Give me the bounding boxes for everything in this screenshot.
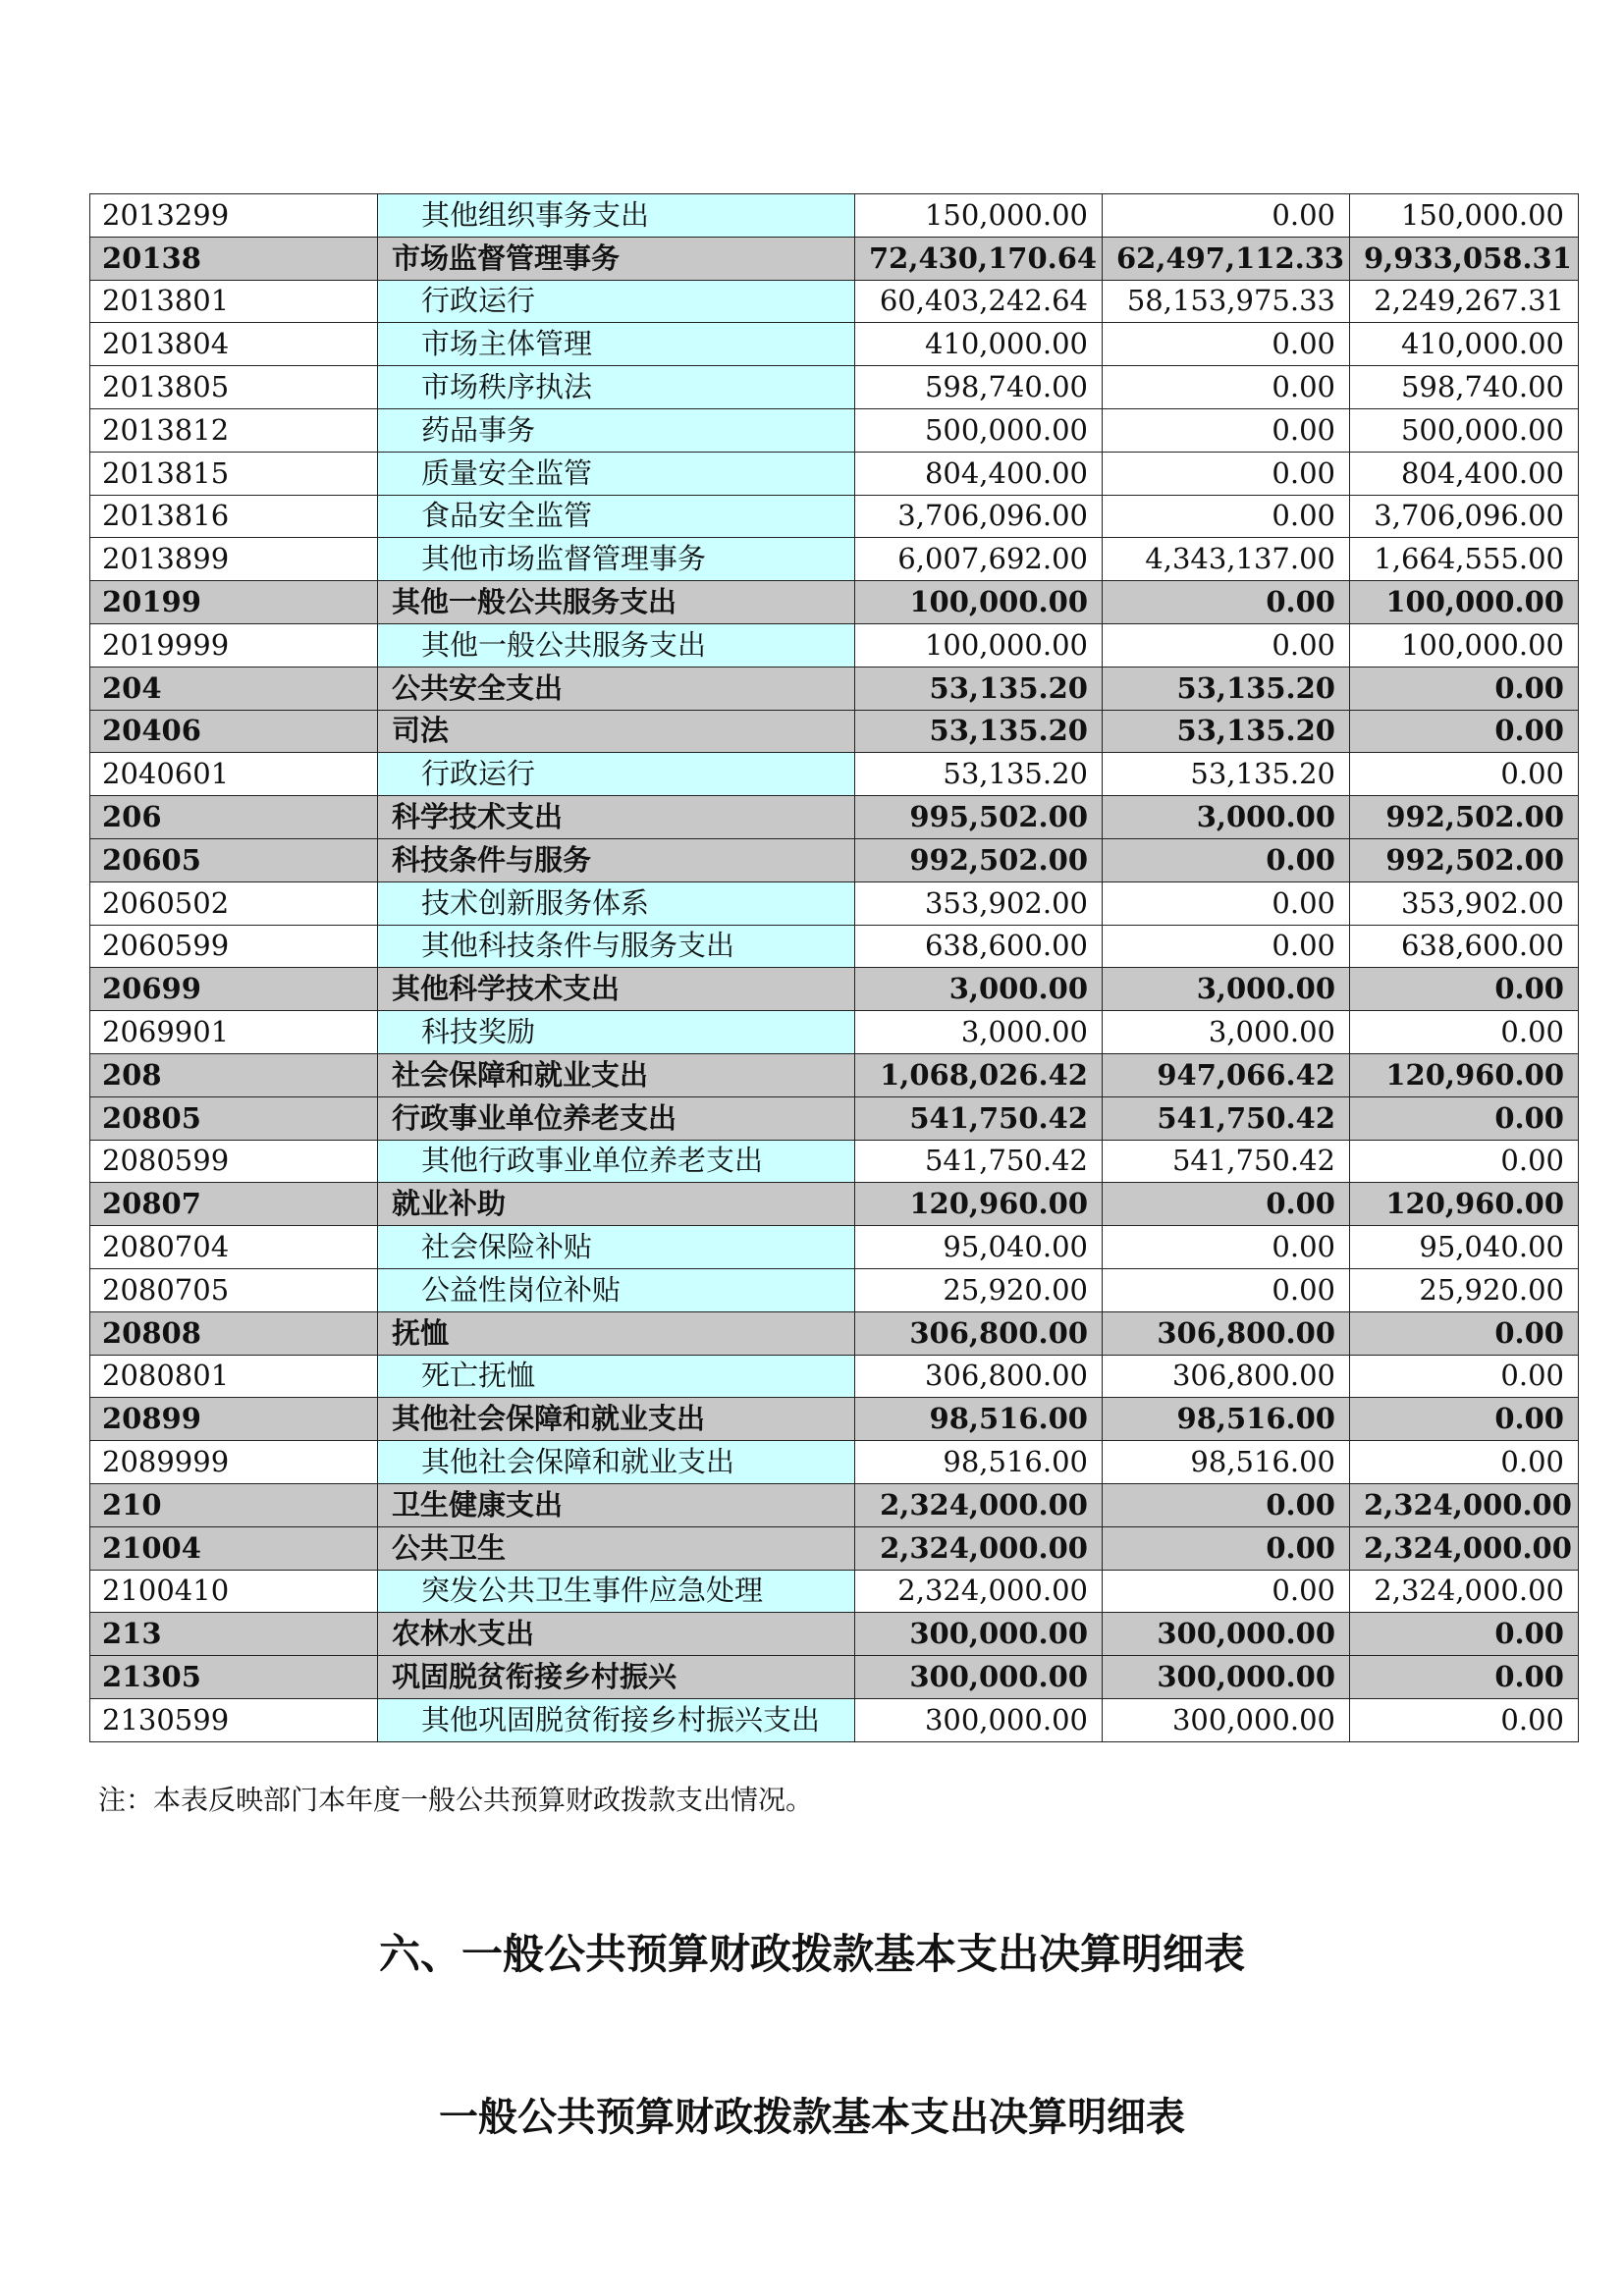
basic-expenditure-cell: 0.00 (1103, 1183, 1350, 1226)
basic-expenditure-cell: 98,516.00 (1103, 1398, 1350, 1441)
subject-name-cell: 就业补助 (378, 1183, 855, 1226)
subject-name-cell: 社会保险补贴 (378, 1226, 855, 1269)
project-expenditure-cell: 0.00 (1350, 1656, 1579, 1699)
basic-expenditure-cell: 541,750.42 (1103, 1096, 1350, 1140)
subject-name-cell: 行政事业单位养老支出 (378, 1096, 855, 1140)
basic-expenditure-cell: 53,135.20 (1103, 710, 1350, 753)
subject-code-cell: 2013299 (90, 194, 378, 238)
basic-expenditure-cell: 947,066.42 (1103, 1053, 1350, 1096)
subject-name-cell: 巩固脱贫衔接乡村振兴 (378, 1656, 855, 1699)
total-amount-cell: 60,403,242.64 (855, 280, 1103, 323)
basic-expenditure-cell: 98,516.00 (1103, 1441, 1350, 1484)
table-row (90, 1268, 1579, 1311)
subject-code-cell: 2013816 (90, 495, 378, 538)
table-row (90, 1011, 1579, 1054)
subject-name-cell: 行政运行 (378, 753, 855, 796)
subject-name-cell: 科技奖励 (378, 1011, 855, 1054)
project-expenditure-cell: 500,000.00 (1350, 408, 1579, 452)
table-row (90, 1226, 1579, 1269)
project-expenditure-cell: 100,000.00 (1350, 581, 1579, 624)
table-note: 注：本表反映部门本年度一般公共预算财政拨款支出情况。 (98, 1784, 814, 1816)
total-amount-cell: 1,068,026.42 (855, 1053, 1103, 1096)
summary-row (90, 1398, 1579, 1441)
subject-name-cell: 市场监督管理事务 (378, 237, 855, 280)
subject-name-cell: 卫生健康支出 (378, 1483, 855, 1526)
total-amount-cell: 300,000.00 (855, 1698, 1103, 1741)
subject-code-cell: 2080705 (90, 1268, 378, 1311)
project-expenditure-cell: 1,664,555.00 (1350, 538, 1579, 581)
table-row (90, 1140, 1579, 1183)
basic-expenditure-cell: 3,000.00 (1103, 796, 1350, 839)
subject-name-cell: 其他一般公共服务支出 (378, 581, 855, 624)
project-expenditure-cell: 2,249,267.31 (1350, 280, 1579, 323)
project-expenditure-cell: 120,960.00 (1350, 1053, 1579, 1096)
subject-code-cell: 21004 (90, 1526, 378, 1570)
subject-code-cell: 21305 (90, 1656, 378, 1699)
summary-row (90, 1311, 1579, 1355)
total-amount-cell: 53,135.20 (855, 667, 1103, 710)
project-expenditure-cell: 120,960.00 (1350, 1183, 1579, 1226)
subject-name-cell: 其他社会保障和就业支出 (378, 1441, 855, 1484)
subject-code-cell: 2013804 (90, 323, 378, 366)
project-expenditure-cell: 353,902.00 (1350, 881, 1579, 925)
total-amount-cell: 100,000.00 (855, 623, 1103, 667)
subject-name-cell: 其他市场监督管理事务 (378, 538, 855, 581)
subject-name-cell: 农林水支出 (378, 1613, 855, 1656)
project-expenditure-cell: 0.00 (1350, 667, 1579, 710)
summary-row (90, 1656, 1579, 1699)
project-expenditure-cell: 0.00 (1350, 1355, 1579, 1398)
subject-name-cell: 行政运行 (378, 280, 855, 323)
basic-expenditure-cell: 3,000.00 (1103, 1011, 1350, 1054)
basic-expenditure-cell: 0.00 (1103, 408, 1350, 452)
total-amount-cell: 3,706,096.00 (855, 495, 1103, 538)
basic-expenditure-cell: 4,343,137.00 (1103, 538, 1350, 581)
summary-row (90, 710, 1579, 753)
subject-code-cell: 2080801 (90, 1355, 378, 1398)
subject-code-cell: 204 (90, 667, 378, 710)
summary-row (90, 1613, 1579, 1656)
subject-name-cell: 死亡抚恤 (378, 1355, 855, 1398)
table-row (90, 1570, 1579, 1613)
table-row (90, 452, 1579, 495)
table-row (90, 538, 1579, 581)
subject-name-cell: 其他行政事业单位养老支出 (378, 1140, 855, 1183)
table-row (90, 623, 1579, 667)
summary-row (90, 667, 1579, 710)
table-row (90, 1355, 1579, 1398)
subject-code-cell: 210 (90, 1483, 378, 1526)
basic-expenditure-cell: 0.00 (1103, 1268, 1350, 1311)
project-expenditure-cell: 0.00 (1350, 1613, 1579, 1656)
basic-expenditure-cell: 62,497,112.33 (1103, 237, 1350, 280)
basic-expenditure-cell: 0.00 (1103, 1570, 1350, 1613)
subject-code-cell: 2019999 (90, 623, 378, 667)
total-amount-cell: 3,000.00 (855, 1011, 1103, 1054)
summary-row (90, 968, 1579, 1011)
expenditure-table (89, 193, 1579, 1742)
basic-expenditure-cell: 300,000.00 (1103, 1613, 1350, 1656)
basic-expenditure-cell: 58,153,975.33 (1103, 280, 1350, 323)
total-amount-cell: 300,000.00 (855, 1613, 1103, 1656)
subject-name-cell: 技术创新服务体系 (378, 881, 855, 925)
subject-code-cell: 20808 (90, 1311, 378, 1355)
subject-name-cell: 公共安全支出 (378, 667, 855, 710)
project-expenditure-cell: 992,502.00 (1350, 796, 1579, 839)
subject-name-cell: 市场秩序执法 (378, 366, 855, 409)
subject-name-cell: 社会保障和就业支出 (378, 1053, 855, 1096)
subject-code-cell: 20406 (90, 710, 378, 753)
subject-name-cell: 抚恤 (378, 1311, 855, 1355)
basic-expenditure-cell: 0.00 (1103, 194, 1350, 238)
subject-code-cell: 206 (90, 796, 378, 839)
subject-name-cell: 其他社会保障和就业支出 (378, 1398, 855, 1441)
basic-expenditure-cell: 0.00 (1103, 623, 1350, 667)
subject-code-cell: 20138 (90, 237, 378, 280)
subject-name-cell: 市场主体管理 (378, 323, 855, 366)
total-amount-cell: 804,400.00 (855, 452, 1103, 495)
project-expenditure-cell: 0.00 (1350, 1441, 1579, 1484)
table-row (90, 1441, 1579, 1484)
basic-expenditure-cell: 0.00 (1103, 925, 1350, 968)
subject-code-cell: 2100410 (90, 1570, 378, 1613)
total-amount-cell: 306,800.00 (855, 1355, 1103, 1398)
project-expenditure-cell: 0.00 (1350, 710, 1579, 753)
total-amount-cell: 53,135.20 (855, 753, 1103, 796)
subject-name-cell: 质量安全监管 (378, 452, 855, 495)
basic-expenditure-cell: 0.00 (1103, 838, 1350, 881)
project-expenditure-cell: 0.00 (1350, 1398, 1579, 1441)
subject-name-cell: 药品事务 (378, 408, 855, 452)
basic-expenditure-cell: 0.00 (1103, 452, 1350, 495)
subject-code-cell: 2080704 (90, 1226, 378, 1269)
project-expenditure-cell: 638,600.00 (1350, 925, 1579, 968)
basic-expenditure-cell: 0.00 (1103, 1526, 1350, 1570)
subject-code-cell: 2069901 (90, 1011, 378, 1054)
subject-name-cell: 司法 (378, 710, 855, 753)
total-amount-cell: 2,324,000.00 (855, 1526, 1103, 1570)
table-row (90, 323, 1579, 366)
project-expenditure-cell: 804,400.00 (1350, 452, 1579, 495)
subject-code-cell: 20199 (90, 581, 378, 624)
total-amount-cell: 992,502.00 (855, 838, 1103, 881)
subject-code-cell: 2130599 (90, 1698, 378, 1741)
total-amount-cell: 541,750.42 (855, 1140, 1103, 1183)
total-amount-cell: 638,600.00 (855, 925, 1103, 968)
subject-code-cell: 2013801 (90, 280, 378, 323)
project-expenditure-cell: 0.00 (1350, 1011, 1579, 1054)
subject-code-cell: 2060599 (90, 925, 378, 968)
total-amount-cell: 410,000.00 (855, 323, 1103, 366)
subject-name-cell: 公益性岗位补贴 (378, 1268, 855, 1311)
subject-code-cell: 213 (90, 1613, 378, 1656)
total-amount-cell: 541,750.42 (855, 1096, 1103, 1140)
subject-code-cell: 208 (90, 1053, 378, 1096)
table-row (90, 495, 1579, 538)
table-row (90, 925, 1579, 968)
basic-expenditure-cell: 0.00 (1103, 323, 1350, 366)
subject-code-cell: 2013805 (90, 366, 378, 409)
subject-name-cell: 科技条件与服务 (378, 838, 855, 881)
subject-name-cell: 科学技术支出 (378, 796, 855, 839)
project-expenditure-cell: 3,706,096.00 (1350, 495, 1579, 538)
project-expenditure-cell: 2,324,000.00 (1350, 1526, 1579, 1570)
basic-expenditure-cell: 306,800.00 (1103, 1355, 1350, 1398)
subject-code-cell: 20605 (90, 838, 378, 881)
subject-name-cell: 其他科学技术支出 (378, 968, 855, 1011)
basic-expenditure-cell: 0.00 (1103, 1483, 1350, 1526)
subject-name-cell: 其他巩固脱贫衔接乡村振兴支出 (378, 1698, 855, 1741)
expenditure-table-body (90, 194, 1579, 1742)
basic-expenditure-cell: 306,800.00 (1103, 1311, 1350, 1355)
total-amount-cell: 2,324,000.00 (855, 1570, 1103, 1613)
project-expenditure-cell: 95,040.00 (1350, 1226, 1579, 1269)
subject-code-cell: 20807 (90, 1183, 378, 1226)
subject-name-cell: 其他组织事务支出 (378, 194, 855, 238)
project-expenditure-cell: 2,324,000.00 (1350, 1570, 1579, 1613)
summary-row (90, 581, 1579, 624)
total-amount-cell: 25,920.00 (855, 1268, 1103, 1311)
subject-name-cell: 食品安全监管 (378, 495, 855, 538)
project-expenditure-cell: 100,000.00 (1350, 623, 1579, 667)
total-amount-cell: 3,000.00 (855, 968, 1103, 1011)
subject-code-cell: 20699 (90, 968, 378, 1011)
project-expenditure-cell: 0.00 (1350, 1096, 1579, 1140)
summary-row (90, 1183, 1579, 1226)
project-expenditure-cell: 0.00 (1350, 968, 1579, 1011)
table-row (90, 194, 1579, 238)
basic-expenditure-cell: 0.00 (1103, 495, 1350, 538)
basic-expenditure-cell: 3,000.00 (1103, 968, 1350, 1011)
total-amount-cell: 98,516.00 (855, 1441, 1103, 1484)
subject-name-cell: 公共卫生 (378, 1526, 855, 1570)
basic-expenditure-cell: 300,000.00 (1103, 1698, 1350, 1741)
total-amount-cell: 306,800.00 (855, 1311, 1103, 1355)
subject-code-cell: 2089999 (90, 1441, 378, 1484)
table-row (90, 753, 1579, 796)
total-amount-cell: 95,040.00 (855, 1226, 1103, 1269)
table-row (90, 366, 1579, 409)
subject-code-cell: 2080599 (90, 1140, 378, 1183)
table-row (90, 408, 1579, 452)
subject-code-cell: 2013899 (90, 538, 378, 581)
summary-row (90, 1526, 1579, 1570)
basic-expenditure-cell: 0.00 (1103, 881, 1350, 925)
total-amount-cell: 53,135.20 (855, 710, 1103, 753)
project-expenditure-cell: 25,920.00 (1350, 1268, 1579, 1311)
summary-row (90, 1483, 1579, 1526)
subject-name-cell: 其他一般公共服务支出 (378, 623, 855, 667)
project-expenditure-cell: 150,000.00 (1350, 194, 1579, 238)
table-row (90, 881, 1579, 925)
total-amount-cell: 6,007,692.00 (855, 538, 1103, 581)
total-amount-cell: 150,000.00 (855, 194, 1103, 238)
basic-expenditure-cell: 0.00 (1103, 366, 1350, 409)
table-row (90, 280, 1579, 323)
subject-name-cell: 突发公共卫生事件应急处理 (378, 1570, 855, 1613)
total-amount-cell: 598,740.00 (855, 366, 1103, 409)
basic-expenditure-cell: 300,000.00 (1103, 1656, 1350, 1699)
total-amount-cell: 2,324,000.00 (855, 1483, 1103, 1526)
basic-expenditure-cell: 0.00 (1103, 581, 1350, 624)
total-amount-cell: 100,000.00 (855, 581, 1103, 624)
basic-expenditure-cell: 53,135.20 (1103, 753, 1350, 796)
project-expenditure-cell: 0.00 (1350, 1698, 1579, 1741)
subject-code-cell: 2060502 (90, 881, 378, 925)
total-amount-cell: 120,960.00 (855, 1183, 1103, 1226)
subject-code-cell: 2013812 (90, 408, 378, 452)
total-amount-cell: 353,902.00 (855, 881, 1103, 925)
subject-code-cell: 20805 (90, 1096, 378, 1140)
project-expenditure-cell: 410,000.00 (1350, 323, 1579, 366)
subject-code-cell: 2013815 (90, 452, 378, 495)
subject-code-cell: 2040601 (90, 753, 378, 796)
project-expenditure-cell: 0.00 (1350, 1311, 1579, 1355)
section-heading: 六、一般公共预算财政拨款基本支出决算明细表 (378, 1930, 1245, 1978)
summary-row (90, 838, 1579, 881)
total-amount-cell: 72,430,170.64 (855, 237, 1103, 280)
project-expenditure-cell: 992,502.00 (1350, 838, 1579, 881)
summary-row (90, 1053, 1579, 1096)
total-amount-cell: 500,000.00 (855, 408, 1103, 452)
basic-expenditure-cell: 0.00 (1103, 1226, 1350, 1269)
project-expenditure-cell: 9,933,058.31 (1350, 237, 1579, 280)
total-amount-cell: 300,000.00 (855, 1656, 1103, 1699)
project-expenditure-cell: 0.00 (1350, 753, 1579, 796)
summary-row (90, 237, 1579, 280)
summary-row (90, 796, 1579, 839)
total-amount-cell: 995,502.00 (855, 796, 1103, 839)
summary-row (90, 1096, 1579, 1140)
table-row (90, 1698, 1579, 1741)
subject-name-cell: 其他科技条件与服务支出 (378, 925, 855, 968)
subject-code-cell: 20899 (90, 1398, 378, 1441)
basic-expenditure-cell: 53,135.20 (1103, 667, 1350, 710)
project-expenditure-cell: 2,324,000.00 (1350, 1483, 1579, 1526)
basic-expenditure-cell: 541,750.42 (1103, 1140, 1350, 1183)
project-expenditure-cell: 598,740.00 (1350, 366, 1579, 409)
project-expenditure-cell: 0.00 (1350, 1140, 1579, 1183)
total-amount-cell: 98,516.00 (855, 1398, 1103, 1441)
table-title: 一般公共预算财政拨款基本支出决算明细表 (439, 2094, 1185, 2140)
